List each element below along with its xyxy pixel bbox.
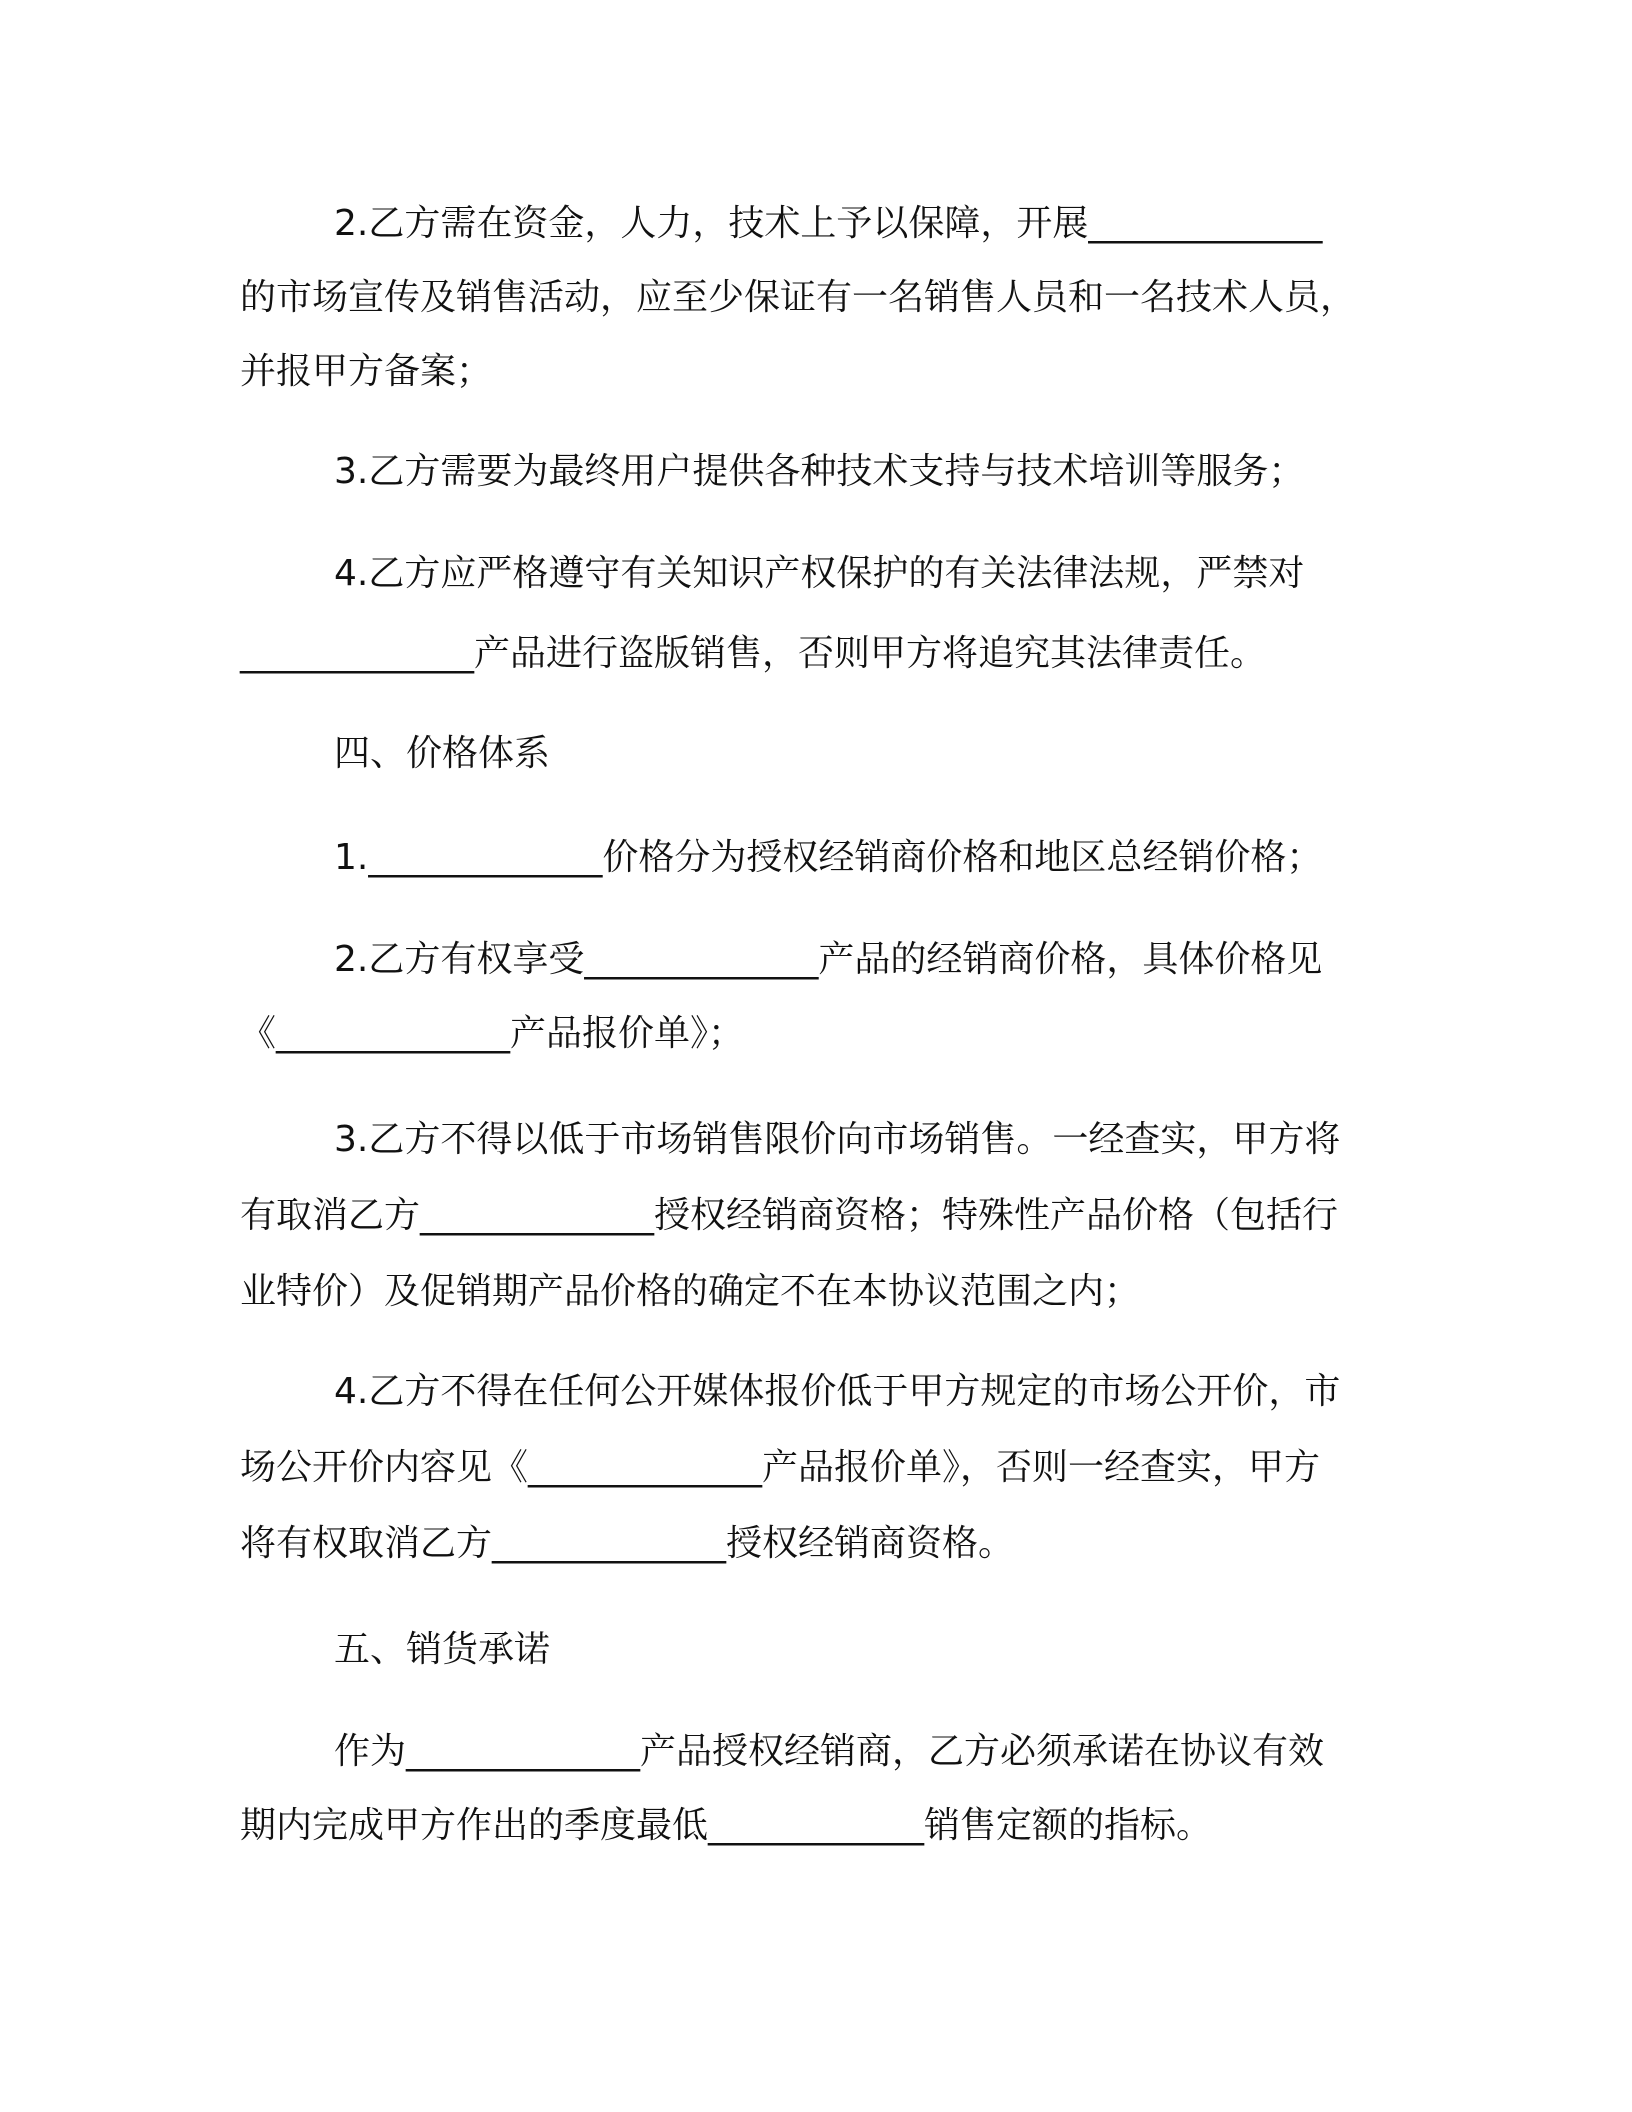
- section-heading: 五、销货承诺: [334, 1629, 551, 1670]
- paragraph-line: 有取消乙方_____________授权经销商资格；特殊性产品价格（包括行: [240, 1195, 1339, 1236]
- paragraph-line: 将有权取消乙方_____________授权经销商资格。: [240, 1523, 1015, 1564]
- paragraph-line: 并报甲方备案；: [240, 351, 493, 392]
- paragraph-line: 场公开价内容见《_____________产品报价单》，否则一经查实，甲方: [240, 1447, 1321, 1488]
- paragraph-line: 《_____________产品报价单》；: [240, 1013, 745, 1054]
- section-heading: 四、价格体系: [334, 733, 551, 774]
- paragraph-line: 2.乙方需在资金，人力，技术上予以保障，开展_____________: [334, 203, 1323, 244]
- paragraph-line: 4.乙方应严格遵守有关知识产权保护的有关法律法规，严禁对: [334, 553, 1305, 594]
- paragraph-line: 的市场宣传及销售活动，应至少保证有一名销售人员和一名技术人员，: [240, 277, 1357, 318]
- paragraph-line: _____________产品进行盗版销售，否则甲方将追究其法律责任。: [240, 633, 1267, 674]
- paragraph-line: 3.乙方需要为最终用户提供各种技术支持与技术培训等服务；: [334, 451, 1305, 492]
- paragraph-line: 业特价）及促销期产品价格的确定不在本协议范围之内；: [240, 1271, 1141, 1312]
- paragraph-line: 3.乙方不得以低于市场销售限价向市场销售。一经查实，甲方将: [334, 1119, 1341, 1160]
- paragraph-line: 1._____________价格分为授权经销商价格和地区总经销价格；: [334, 837, 1323, 878]
- paragraph-line: 2.乙方有权享受_____________产品的经销商价格，具体价格见: [334, 939, 1323, 980]
- paragraph-line: 4.乙方不得在任何公开媒体报价低于甲方规定的市场公开价，市: [334, 1371, 1341, 1412]
- paragraph-line: 期内完成甲方作出的季度最低____________销售定额的指标。: [240, 1805, 1213, 1846]
- paragraph-line: 作为_____________产品授权经销商，乙方必须承诺在协议有效: [334, 1731, 1325, 1772]
